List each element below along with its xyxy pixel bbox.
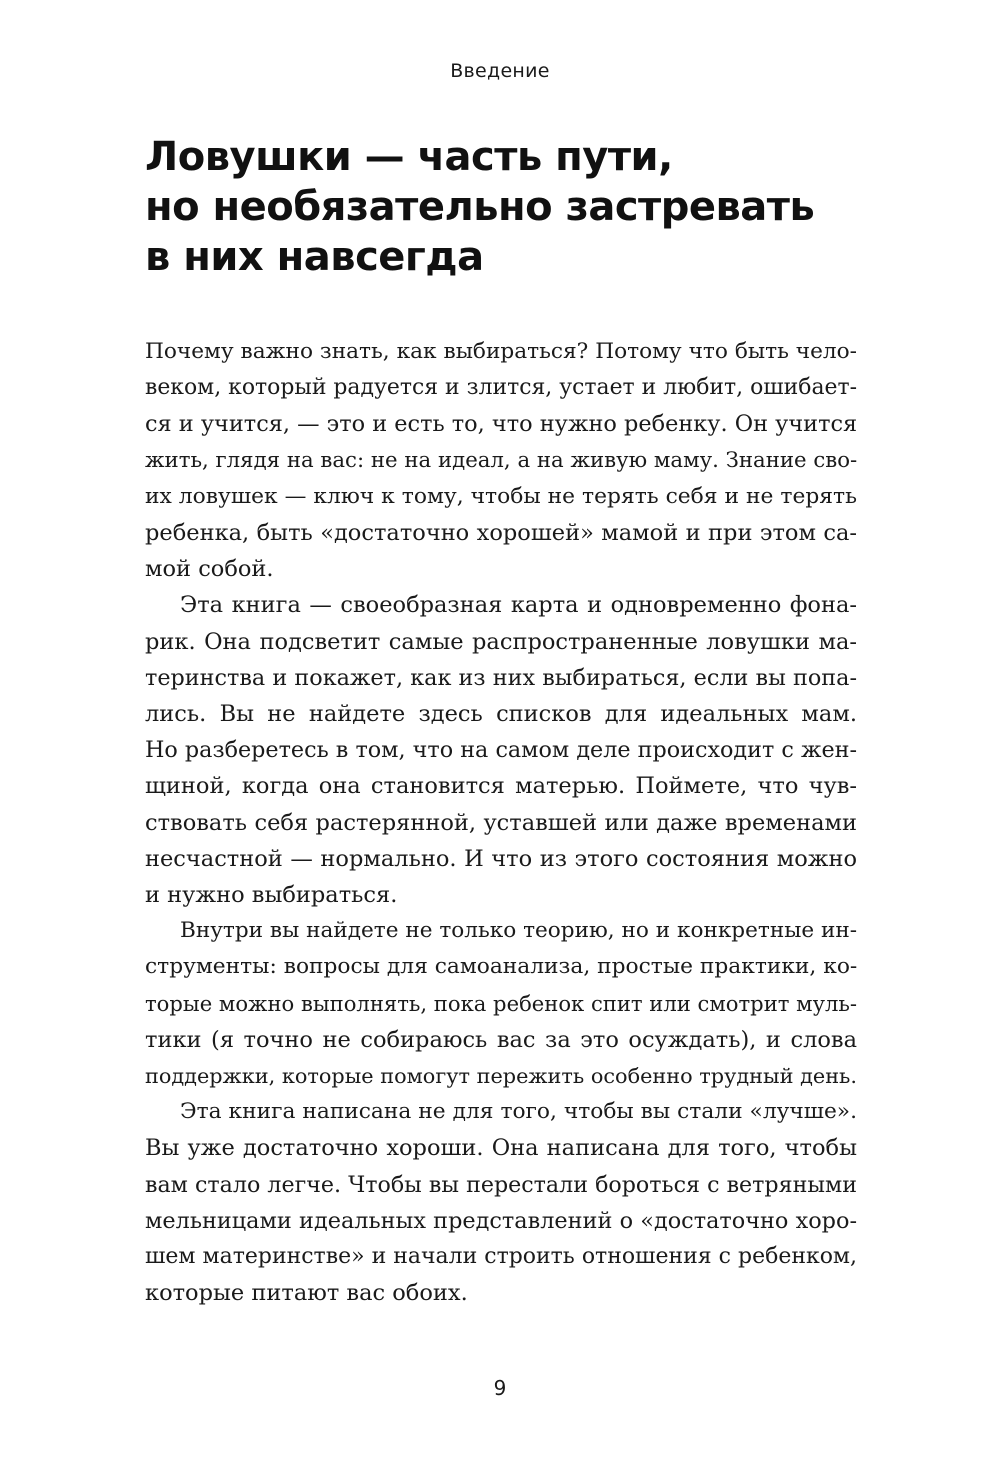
- text-line: вам стало легче. Чтобы вы перестали бороться с ветряными: [145, 1171, 857, 1198]
- text-line: торые можно выполнять, пока ребенок спит или смотрит муль-: [145, 990, 858, 1016]
- text-line: щиной, когда она становится матерью. Поймете, что чув-: [145, 773, 857, 800]
- text-line: жить, глядя на вас: не на идеал, а на живую маму. Знание сво-: [145, 447, 858, 473]
- text-line: Эта книга написана не для того, чтобы вы стали «лучше».: [180, 1099, 857, 1125]
- chapter-title: [145, 132, 865, 282]
- text-line: тики (я точно не собираюсь вас за это осуждать), и слова: [145, 1026, 857, 1053]
- text-line: мельницами идеальных представлений о «достаточно хоро-: [145, 1207, 857, 1234]
- text-line: ребенка, быть «достаточно хорошей» мамой и при этом са-: [145, 520, 857, 547]
- text-line: несчастной — нормально. И что из этого состояния можно: [145, 845, 857, 872]
- text-line: Эта книга — своеобразная карта и одновременно фона-: [180, 592, 857, 619]
- text-line: которые питают вас обоих.: [145, 1280, 468, 1307]
- page-number: 9: [493, 1376, 507, 1400]
- text-line: поддержки, которые помогут пережить особенно трудный день.: [145, 1064, 857, 1089]
- text-line: ствовать себя растерянной, уставшей или даже временами: [145, 809, 857, 836]
- text-line: веком, который радуется и злится, устает и любит, ошибает-: [145, 375, 857, 401]
- text-line: лись. Вы не найдете здесь списков для идеальных мам.: [145, 701, 857, 728]
- text-line: теринства и покажет, как из них выбираться, если вы попа-: [145, 664, 857, 691]
- chapter-title-line: в них навсегда: [145, 234, 484, 280]
- paragraph: [145, 334, 857, 587]
- text-line: Но разберетесь в том, что на самом деле происходит с жен-: [145, 737, 857, 764]
- text-line: их ловушек — ключ к тому, чтобы не терять себя и не терять: [145, 483, 857, 509]
- text-line: шем материнстве» и начали строить отношения с ребенком,: [145, 1244, 857, 1270]
- text-line: ся и учится, — это и есть то, что нужно ребенку. Он учится: [145, 411, 858, 438]
- chapter-title-line: но необязательно застревать: [145, 184, 815, 230]
- text-line: Внутри вы найдете не только теорию, но и конкретные ин-: [180, 918, 858, 944]
- text-line: рик. Она подсветит самые распространенные ловушки ма-: [145, 628, 857, 655]
- text-line: и нужно выбираться.: [145, 882, 398, 909]
- paragraph: [145, 587, 857, 913]
- body-text: [145, 334, 857, 1311]
- text-line: струменты: вопросы для самоанализа, простые практики, ко-: [145, 954, 858, 980]
- running-head: Введение: [450, 60, 550, 82]
- paragraph: [145, 913, 857, 1094]
- paragraph: [145, 1094, 857, 1311]
- chapter-title-line: Ловушки — часть пути,: [145, 134, 673, 180]
- text-line: Почему важно знать, как выбираться? Потому что быть чело-: [145, 339, 857, 364]
- text-line: Вы уже достаточно хороши. Она написана для того, чтобы: [145, 1135, 857, 1162]
- text-line: мой собой.: [145, 556, 274, 583]
